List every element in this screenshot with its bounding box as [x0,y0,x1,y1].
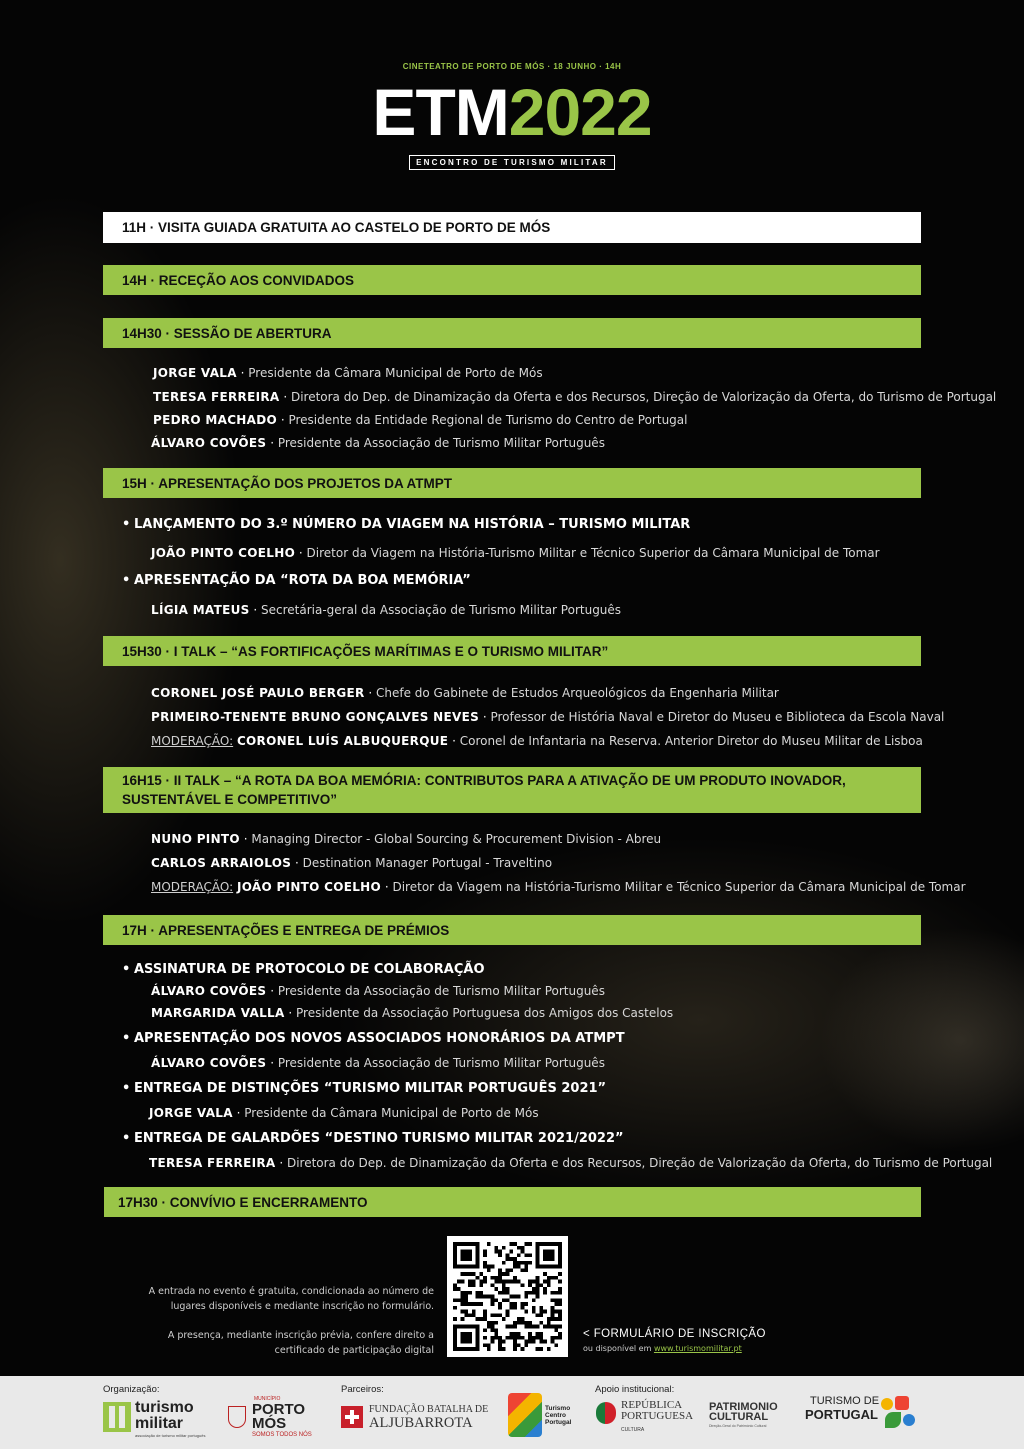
organization-label: Organização: [103,1384,160,1395]
speaker-role: Chefe do Gabinete de Estudos Arqueológicos da Engenharia Militar [375,686,779,700]
section-talk-2 [103,767,921,813]
entry-note [114,1284,434,1314]
moderator-row: MODERAÇÃO: CORONEL LUÍS ALBUQUERQUE · Coronel de Infantaria na Reserva. Anterior Diretor do Museu Militar de Lisboa [151,734,923,748]
speaker-row: LÍGIA MATEUS · Secretária-geral da Associação de Turismo Militar Português [151,603,622,617]
logo-etm: ETM [372,75,509,149]
speaker-name: JOÃO PINTO COELHO [236,880,382,894]
speaker-role: Presidente da Associação de Turismo Militar Português [277,1056,605,1070]
logo-year: 2022 [508,75,652,149]
speaker-name: PEDRO MACHADO [153,413,277,427]
speaker-role: Diretor da Viagem na História-Turismo Militar e Técnico Superior da Câmara Municipal de Tomar [392,880,966,894]
section-abertura: 14H30 · SESSÃO DE ABERTURA [103,318,921,348]
speaker-row: MARGARIDA VALLA · Presidente da Associação Portuguesa dos Amigos dos Castelos [151,1006,674,1020]
registration-alt [583,1344,742,1353]
bullet-item: • ENTREGA DE DISTINÇÕES “TURISMO MILITAR PORTUGUÊS 2021” [122,1081,606,1096]
sponsors-footer: Organização: Parceiros: Apoio institucional: turismo militar associação de turismo militar português MUNICÍPIO PORTO MÓS SOMOS TODOS NÓS FUNDAÇÃO BATALHA DE ALJUBARROTA Turismo Centro Portugal REPÚBLICA PORTUGUESA CULTURA PATRIMONIO CULTURAL Direção-Geral do Património Cultural TURISMO DE PORTUGAL [0,1376,1024,1449]
certificate-note [114,1328,434,1358]
speaker-name: CARLOS ARRAIOLOS [151,856,292,870]
speaker-name: ÁLVARO COVÕES [151,436,267,450]
note-line: lugares disponíveis e mediante inscrição no formulário. [170,1301,434,1312]
bullet-item: • APRESENTAÇÃO DOS NOVOS ASSOCIADOS HONORÁRIOS DA ATMPT [122,1031,625,1046]
speaker-role: Presidente da Associação de Turismo Militar Português [277,984,605,998]
speaker-name: NUNO PINTO [151,832,240,846]
note-line: certificado de participação digital [274,1345,434,1356]
speaker-row: PEDRO MACHADO · Presidente da Entidade Regional de Turismo do Centro de Portugal [153,413,688,427]
speaker-role: Professor de História Naval e Diretor do Museu e Biblioteca da Escola Naval [490,710,945,724]
speaker-name: ÁLVARO COVÕES [151,1056,267,1070]
speaker-row: CORONEL JOSÉ PAULO BERGER · Chefe do Gabinete de Estudos Arqueológicos da Engenharia Militar [151,686,779,700]
speaker-row: CARLOS ARRAIOLOS · Destination Manager Portugal - Traveltino [151,856,553,870]
speaker-role: Secretária-geral da Associação de Turismo Militar Português [261,603,622,617]
speaker-name: PRIMEIRO-TENENTE BRUNO GONÇALVES NEVES [151,710,480,724]
partners-label: Parceiros: [341,1384,384,1395]
registration-alt-text: ou disponível em [583,1344,652,1353]
speaker-role: Presidente da Câmara Municipal de Porto de Mós [244,1106,539,1120]
speaker-role: Presidente da Associação Portuguesa dos Amigos dos Castelos [296,1006,674,1020]
note-line: A presença, mediante inscrição prévia, confere direito a [167,1330,434,1341]
qr-code-image [453,1242,562,1351]
moderator-label: MODERAÇÃO: [151,880,234,894]
venue-date-line: CINETEATRO DE PORTO DE MÓS · 18 JUNHO · 14H [402,62,622,71]
speaker-row: PRIMEIRO-TENENTE BRUNO GONÇALVES NEVES · Professor de História Naval e Diretor do Museu e Biblioteca da Escola Naval [151,710,945,724]
speaker-row: TERESA FERREIRA · Diretora do Dep. de Dinamização da Oferta e dos Recursos, Direção de Valorização da Oferta, do Turismo de Portugal [153,390,997,404]
speaker-name: CORONEL LUÍS ALBUQUERQUE [236,734,449,748]
moderator-row: MODERAÇÃO: JOÃO PINTO COELHO · Diretor da Viagem na História-Turismo Militar e Técnico Superior da Câmara Municipal de Tomar [151,880,966,894]
coat-of-arms-icon [228,1406,246,1428]
speaker-row: ÁLVARO COVÕES · Presidente da Associação de Turismo Militar Português [151,1056,605,1070]
tcp-mark-icon [508,1393,542,1437]
speaker-role: Diretora do Dep. de Dinamização da Oferta e dos Recursos, Direção de Valorização da Oferta, do Turismo de Portugal [290,390,997,404]
section-title-line: 16H15 · II TALK – “A ROTA DA BOA MEMÓRIA: CONTRIBUTOS PARA A ATIVAÇÃO DE UM PRODUTO INOVADOR, [122,773,846,788]
speaker-name: LÍGIA MATEUS [151,603,250,617]
speaker-role: Diretora do Dep. de Dinamização da Oferta e dos Recursos, Direção de Valorização da Oferta, do Turismo de Portugal [286,1156,993,1170]
rp-emblem-icon [596,1402,616,1424]
speaker-row: JORGE VALA · Presidente da Câmara Municipal de Porto de Mós [153,366,543,380]
speaker-role: Presidente da Entidade Regional de Turismo do Centro de Portugal [288,413,688,427]
speaker-name: CORONEL JOSÉ PAULO BERGER [151,686,365,700]
section-title-line: SUSTENTÁVEL E COMPETITIVO” [122,792,338,807]
section-visita: 11H · VISITA GUIADA GRATUITA AO CASTELO DE PORTO DE MÓS [103,212,921,243]
section-encerramento: 17H30 · CONVÍVIO E ENCERRAMENTO [104,1187,921,1217]
bullet-item: • ASSINATURA DE PROTOCOLO DE COLABORAÇÃO [122,962,485,977]
etm-logo [0,77,1024,147]
note-line: A entrada no evento é gratuita, condicionada ao número de [148,1286,434,1297]
speaker-row: TERESA FERREIRA · Diretora do Dep. de Dinamização da Oferta e dos Recursos, Direção de Valorização da Oferta, do Turismo de Portugal [149,1156,993,1170]
speaker-row: ÁLVARO COVÕES · Presidente da Associação de Turismo Militar Português [151,436,605,450]
speaker-row: JOÃO PINTO COELHO · Diretor da Viagem na História-Turismo Militar e Técnico Superior da Câmara Municipal de Tomar [151,546,880,560]
speaker-row: ÁLVARO COVÕES · Presidente da Associação de Turismo Militar Português [151,984,605,998]
bullet-item: • LANÇAMENTO DO 3.º NÚMERO DA VIAGEM NA HISTÓRIA – TURISMO MILITAR [122,517,690,532]
speaker-name: JOÃO PINTO COELHO [151,546,296,560]
speaker-name: JORGE VALA [153,366,237,380]
speaker-name: TERESA FERREIRA [153,390,280,404]
support-label: Apoio institucional: [595,1384,675,1395]
event-header [0,62,1024,170]
speaker-row: NUNO PINTO · Managing Director - Global Sourcing & Procurement Division - Abreu [151,832,662,846]
registration-form-label: < FORMULÁRIO DE INSCRIÇÃO [583,1328,766,1340]
event-tagline: ENCONTRO DE TURISMO MILITAR [409,155,615,170]
speaker-role: Destination Manager Portugal - Traveltino [302,856,553,870]
website-link[interactable]: www.turismomilitar.pt [653,1344,742,1353]
speaker-name: ÁLVARO COVÕES [151,984,267,998]
section-projetos: 15H · APRESENTAÇÃO DOS PROJETOS DA ATMPT [103,468,921,498]
tp-mark-icon [881,1396,917,1432]
tm-mark-icon [103,1402,131,1432]
speaker-role: Presidente da Associação de Turismo Militar Português [277,436,605,450]
section-rececao: 14H · RECEÇÃO AOS CONVIDADOS [103,265,921,295]
bullet-item: • ENTREGA DE GALARDÕES “DESTINO TURISMO MILITAR 2021/2022” [122,1131,624,1146]
section-talk-1: 15H30 · I TALK – “AS FORTIFICAÇÕES MARÍTIMAS E O TURISMO MILITAR” [103,636,921,666]
speaker-role: Presidente da Câmara Municipal de Porto de Mós [248,366,543,380]
bullet-item: • APRESENTAÇÃO DA “ROTA DA BOA MEMÓRIA” [122,573,471,588]
qr-code[interactable] [447,1236,568,1357]
moderator-label: MODERAÇÃO: [151,734,234,748]
speaker-row: JORGE VALA · Presidente da Câmara Municipal de Porto de Mós [149,1106,539,1120]
speaker-name: JORGE VALA [149,1106,233,1120]
speaker-name: MARGARIDA VALLA [151,1006,285,1020]
speaker-role: Diretor da Viagem na História-Turismo Militar e Técnico Superior da Câmara Municipal de Tomar [306,546,880,560]
speaker-role: Coronel de Infantaria na Reserva. Anterior Diretor do Museu Militar de Lisboa [459,734,923,748]
speaker-name: TERESA FERREIRA [149,1156,276,1170]
speaker-role: Managing Director - Global Sourcing & Procurement Division - Abreu [251,832,662,846]
section-premios: 17H · APRESENTAÇÕES E ENTREGA DE PRÉMIOS [103,915,921,945]
